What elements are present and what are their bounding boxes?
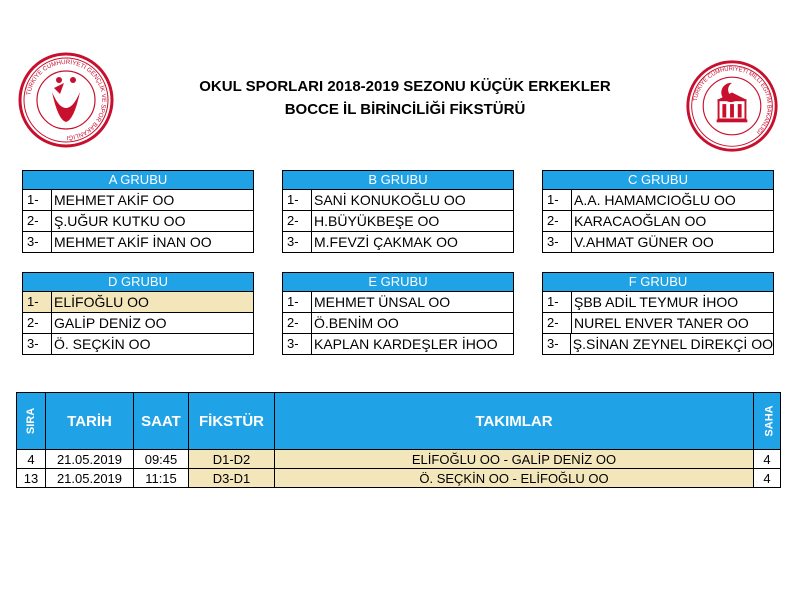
cell-saha: 4 <box>754 450 781 469</box>
cell-sira: 13 <box>17 469 46 488</box>
row-number: 1- <box>283 292 312 312</box>
group-row <box>543 313 773 334</box>
team-name: ELİFOĞLU OO <box>54 294 149 310</box>
team-name: A.A. HAMAMCIOĞLU OO <box>574 192 736 208</box>
cell-saat: 11:15 <box>134 469 189 488</box>
group-row <box>23 232 253 252</box>
team-name: V.AHMAT GÜNER OO <box>574 234 714 250</box>
team-name: Ö.BENİM OO <box>314 315 399 331</box>
row-number: 2- <box>23 211 52 231</box>
group-row <box>543 211 773 232</box>
team-name: M.FEVZİ ÇAKMAK OO <box>314 234 458 250</box>
column-header-tarih: TARİH <box>46 393 134 450</box>
column-header-sira: SIRA <box>17 393 46 450</box>
row-number: 2- <box>543 313 572 333</box>
group-header: C GRUBU <box>543 171 773 190</box>
team-name: H.BÜYÜKBEŞE OO <box>314 213 440 229</box>
education-ministry-seal-icon <box>684 58 780 154</box>
group-row <box>23 313 253 334</box>
row-number: 2- <box>283 313 312 333</box>
group-row <box>283 232 513 252</box>
group-d-table <box>22 272 254 355</box>
group-row <box>543 190 773 211</box>
team-name: NUREL ENVER TANER OO <box>574 315 749 331</box>
team-name: ŞBB ADİL TEYMUR İHOO <box>574 294 739 310</box>
cell-fikstur: D1-D2 <box>189 450 275 469</box>
cell-tarih: 21.05.2019 <box>46 450 134 469</box>
document-subtitle: BOCCE İL BİRİNCİLİĞİ FİKSTÜRÜ <box>284 101 526 118</box>
team-name: KARACAOĞLAN OO <box>574 213 707 229</box>
cell-fikstur: D3-D1 <box>189 469 275 488</box>
group-header: B GRUBU <box>283 171 513 190</box>
column-header-saat: SAAT <box>134 393 189 450</box>
row-number: 3- <box>23 232 52 252</box>
team-name: MEHMET AKİF İNAN OO <box>54 234 212 250</box>
group-row <box>283 334 513 354</box>
cell-sira: 4 <box>17 450 46 469</box>
table-row <box>17 469 781 488</box>
team-name: Ş.SİNAN ZEYNEL DİREKÇİ OO <box>572 336 773 352</box>
table-header-row <box>17 393 781 450</box>
cell-saat: 09:45 <box>134 450 189 469</box>
fixtures-table <box>16 392 781 488</box>
row-number: 3- <box>23 334 52 354</box>
cell-takimlar: ELİFOĞLU OO - GALİP DENİZ OO <box>275 450 754 469</box>
cell-saha: 4 <box>754 469 781 488</box>
team-name: MEHMET AKİF OO <box>54 192 175 208</box>
group-header: D GRUBU <box>23 273 253 292</box>
row-number: 1- <box>283 190 312 210</box>
group-row <box>543 232 773 252</box>
row-number: 1- <box>23 190 52 210</box>
group-c-table <box>542 170 774 253</box>
group-a-table <box>22 170 254 253</box>
team-name: SANİ KONUKOĞLU OO <box>314 192 466 208</box>
row-number: 1- <box>23 292 52 312</box>
team-name: KAPLAN KARDEŞLER İHOO <box>314 336 498 352</box>
row-number: 3- <box>543 334 571 354</box>
group-row <box>283 313 513 334</box>
svg-text:TÜRKİYE CUMHURİYETİ MİLLİ EĞİT: TÜRKİYE CUMHURİYETİ MİLLİ EĞİTİM BAKANLIĞI <box>692 66 772 135</box>
column-header-fikstur: FİKSTÜR <box>189 393 275 450</box>
group-row <box>543 334 773 354</box>
row-number: 1- <box>543 292 572 312</box>
row-number: 2- <box>23 313 52 333</box>
group-f-table <box>542 272 774 355</box>
group-row <box>23 190 253 211</box>
document-title: OKUL SPORLARI 2018-2019 SEZONU KÜÇÜK ERKEKLER <box>199 78 611 95</box>
row-number: 2- <box>543 211 572 231</box>
team-name: MEHMET ÜNSAL OO <box>314 294 451 310</box>
group-row <box>23 211 253 232</box>
row-number: 3- <box>283 334 312 354</box>
group-header: F GRUBU <box>543 273 773 292</box>
group-row <box>283 292 513 313</box>
team-name: Ş.UĞUR KUTKU OO <box>54 213 186 229</box>
youth-sports-ministry-seal-icon <box>16 50 116 150</box>
group-row <box>23 334 253 354</box>
table-row <box>17 450 781 469</box>
group-header: E GRUBU <box>283 273 513 292</box>
row-number: 2- <box>283 211 312 231</box>
group-row <box>283 190 513 211</box>
group-row <box>283 211 513 232</box>
group-e-table <box>282 272 514 355</box>
row-number: 3- <box>543 232 572 252</box>
cell-takimlar: Ö. SEÇKİN OO - ELİFOĞLU OO <box>275 469 754 488</box>
group-row <box>23 292 253 313</box>
cell-tarih: 21.05.2019 <box>46 469 134 488</box>
group-header: A GRUBU <box>23 171 253 190</box>
row-number: 1- <box>543 190 572 210</box>
group-b-table <box>282 170 514 253</box>
row-number: 3- <box>283 232 312 252</box>
team-name: Ö. SEÇKİN OO <box>54 336 151 352</box>
column-header-takimlar: TAKIMLAR <box>275 393 754 450</box>
team-name: GALİP DENİZ OO <box>54 315 167 331</box>
group-row <box>543 292 773 313</box>
column-header-saha: SAHA <box>754 393 781 450</box>
svg-text:TÜRKİYE CUMHURİYETİ GENÇLİK VE: TÜRKİYE CUMHURİYETİ GENÇLİK VE SPOR BAKANLIĞI <box>25 58 108 142</box>
